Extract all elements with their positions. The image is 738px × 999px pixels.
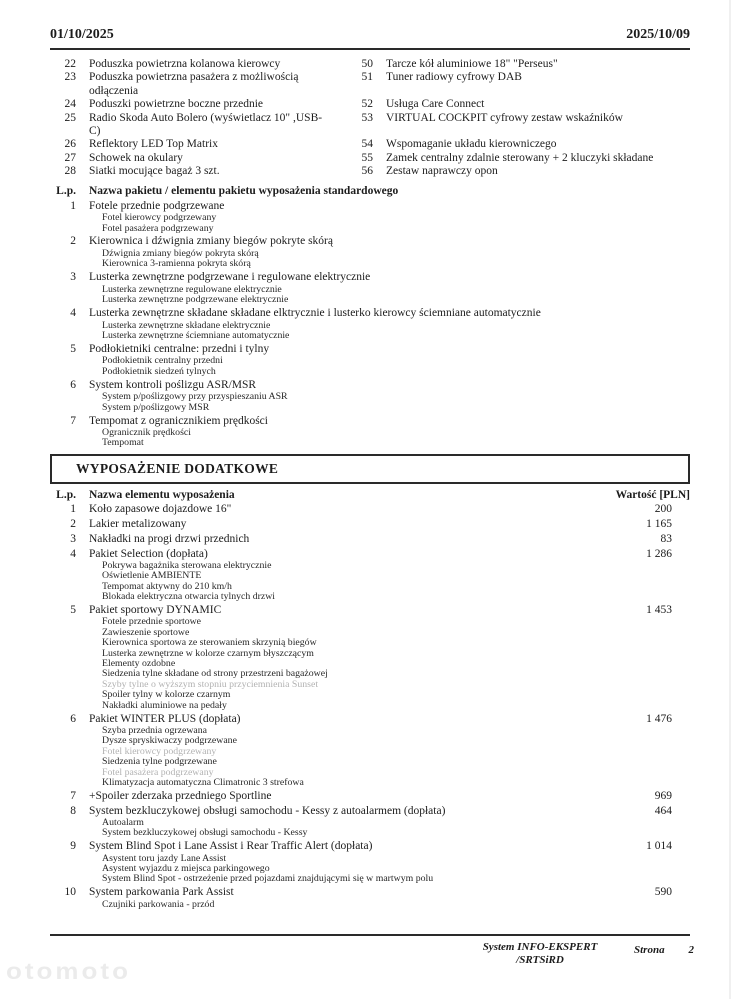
item-subitem: Czujniki parkowania - przód [102,898,215,910]
item-title: Pakiet Selection (dopłata) [89,547,208,560]
equipment-number: 52 [361,98,373,111]
equipment-cell [347,138,690,151]
additional-item [50,790,690,803]
equipment-text: Poduszki powietrzne boczne przednie [89,98,264,111]
item-subitem: Asystent wyjazdu z miejsca parkingowego [102,862,270,874]
item-number: 3 [70,271,76,284]
footer-system-line2: /SRTSiRD [516,954,564,966]
standard-item-main [50,271,690,285]
standard-item [50,271,690,305]
footer-rule [50,934,690,936]
additional-item [50,548,690,603]
equipment-row [50,152,690,165]
item-subitem: Podłokietnik centralny przedni [102,355,223,367]
equipment-number: 23 [64,71,76,84]
item-value: 1 286 [646,547,672,560]
standard-item-main [50,343,690,357]
item-title: System kontroli poślizgu ASR/MSR [89,378,257,391]
equipment-text: Wspomaganie układu kierowniczego [386,138,557,151]
footer-page-number: 2 [688,944,694,956]
item-title: Podłokietniki centralne: przedni i tylny [89,342,270,355]
date-left: 01/10/2025 [50,27,114,42]
additional-item-main [50,713,690,726]
standard-table-header [50,185,690,199]
equipment-text: Tuner radiowy cyfrowy DAB [386,71,522,84]
item-value: 1 476 [646,712,672,725]
equipment-text: Poduszka powietrzna kolanowa kierowcy [89,58,281,70]
additional-header-title: Nazwa elementu wyposażenia [89,488,235,501]
equipment-cell [347,98,690,111]
standard-item-main [50,415,690,429]
equipment-number: 27 [64,151,76,164]
equipment-cell [50,165,347,178]
equipment-row [50,58,690,71]
page-header [0,0,738,43]
item-title: Kierownica i dźwignia zmiany biegów pokryte skórą [89,235,333,248]
standard-item-main [50,379,690,393]
additional-item [50,840,690,885]
item-number: 4 [70,307,76,320]
equipment-number: 53 [361,111,373,124]
standard-items [50,200,690,449]
item-value: 969 [654,789,672,802]
item-value: 464 [654,804,672,817]
standard-header-title: Nazwa pakietu / elementu pakietu wyposażenia standardowego [89,184,399,197]
equipment-row [50,165,690,178]
equipment-cell [50,58,347,71]
equipment-cell [347,71,690,84]
equipment-number: 24 [64,98,76,111]
equipment-number: 25 [64,111,76,124]
standard-equipment-section [0,185,738,449]
equipment-row [50,112,690,139]
item-title: System Blind Spot i Lane Assist i Rear Traffic Alert (dopłata) [89,840,373,853]
standard-item [50,379,690,413]
equipment-number: 26 [64,138,76,151]
equipment-number: 54 [361,138,373,151]
item-subitem: Blokada elektryczna otwarcia tylnych drzwi [102,591,276,603]
item-number: 7 [70,414,76,427]
equipment-cell [50,112,347,139]
item-title: Fotele przednie podgrzewane [89,199,225,212]
footer-page [634,944,694,956]
item-subitem: Fotele przednie sportowe [102,616,202,628]
footer-system-line1: System INFO-EKSPERT [482,941,598,953]
additional-item [50,533,690,546]
item-title: Nakładki na progi drzwi przednich [89,532,250,545]
additional-item [50,604,690,711]
additional-item-main [50,604,690,617]
item-subitem: Fotel kierowcy podgrzewany [102,745,217,757]
item-subitem: Zawieszenie sportowe [102,626,190,638]
item-subitem: Lusterka zewnętrzne regulowane elektrycznie [102,283,282,295]
item-value: 83 [660,532,672,545]
item-subitem: Lusterka zewnętrzne składane elektrycznie [102,319,271,331]
additional-item-main [50,533,690,546]
item-subitem: Kierownica sportowa ze sterowaniem skrzynią biegów [102,637,317,649]
equipment-text: Tarcze kół aluminiowe 18" "Perseus" [386,58,558,70]
equipment-row [50,138,690,151]
item-title: System bezkluczykowej obsługi samochodu - Kessy z autoalarmem (dopłata) [89,804,446,817]
footer-page-label: Strona [634,944,665,956]
item-subitem: Spoiler tylny w kolorze czarnym [102,689,231,701]
item-subitem: Klimatyzacja automatyczna Climatronic 3 strefowa [102,776,304,788]
equipment-cell [347,112,690,125]
item-title: Lusterka zewnętrzne składane składane elktrycznie i lusterko kierowcy ściemniane automatycznie [89,307,541,320]
item-number: 10 [64,886,76,899]
additional-item-main [50,840,690,853]
standard-item [50,200,690,234]
item-subitem: Autoalarm [102,816,144,828]
item-subitem: Lusterka zewnętrzne w kolorze czarnym błyszczącym [102,647,314,659]
equipment-cell [50,152,347,165]
equipment-row [50,98,690,111]
standard-header-lp: L.p. [56,184,76,197]
item-number: 1 [70,503,76,516]
item-subitem: Asystent toru jazdy Lane Assist [102,852,227,864]
item-title: System parkowania Park Assist [89,886,234,899]
equipment-text: Zamek centralny zdalnie sterowany + 2 kluczyki składane [386,151,654,164]
item-title: Pakiet sportowy DYNAMIC [89,604,222,617]
item-number: 2 [70,235,76,248]
item-subitem: Nakładki aluminiowe na pedały [102,699,227,711]
equipment-number: 56 [361,165,373,178]
equipment-text: Schowek na okulary [89,151,183,164]
item-subitem: Lusterka zewnętrzne podgrzewane elektrycznie [102,294,289,306]
item-subitem: System p/poślizgowy przy przyspieszaniu ASR [102,391,288,403]
scan-edge-artifact [729,0,731,999]
watermark: otomoto [6,957,131,985]
standard-item-main [50,235,690,249]
standard-item [50,235,690,269]
standard-item [50,415,690,449]
item-title: Koło zapasowe dojazdowe 16" [89,503,232,516]
equipment-cell [50,98,347,111]
item-subitem: Szyby tylne o wyższym stopniu przyciemnienia Sunset [102,678,319,690]
item-title: +Spoiler zderzaka przedniego Sportline [89,789,272,802]
item-subitem: Oświetlenie AMBIENTE [102,570,202,582]
item-number: 2 [70,518,76,531]
item-subitem: Dźwignia zmiany biegów pokryta skórą [102,247,259,259]
item-subitem: Fotel pasażera podgrzewany [102,766,214,778]
date-right: 2025/10/09 [626,27,690,42]
equipment-cell [50,138,347,151]
item-number: 5 [70,342,76,355]
item-subitem: Tempomat [102,437,144,449]
item-subitem: Kierownica 3-ramienna pokryta skórą [102,258,251,270]
item-number: 9 [70,840,76,853]
standard-item-main [50,200,690,214]
item-subitem: Fotel kierowcy podgrzewany [102,212,217,224]
item-number: 4 [70,547,76,560]
equipment-text: Poduszka powietrzna pasażera z możliwością odłączenia [89,71,299,97]
item-value: 1 014 [646,840,672,853]
equipment-text: Usługa Care Connect [386,98,485,111]
equipment-cell [347,58,690,71]
item-number: 6 [70,712,76,725]
additional-item-main [50,805,690,818]
item-subitem: Fotel pasażera podgrzewany [102,222,214,234]
equipment-cell [347,165,690,178]
additional-header-value: Wartość [PLN] [615,488,690,501]
item-value: 1 165 [646,518,672,531]
additional-item-main [50,790,690,803]
additional-equipment-section [0,488,738,910]
item-subitem: System p/poślizgowy MSR [102,401,210,413]
item-subitem: System bezkluczykowej obsługi samochodu - Kessy [102,827,308,839]
standard-item [50,343,690,377]
additional-items [50,503,690,910]
equipment-number: 50 [361,58,373,70]
item-subitem: Pokrywa bagażnika sterowana elektrycznie [102,560,272,572]
item-title: Pakiet WINTER PLUS (dopłata) [89,712,241,725]
additional-item-main [50,518,690,531]
equipment-number: 55 [361,151,373,164]
additional-section-box-title: WYPOSAŻENIE DODATKOWE [50,454,690,484]
item-number: 8 [70,804,76,817]
item-subitem: Dysze spryskiwaczy podgrzewane [102,735,237,747]
additional-item [50,805,690,839]
equipment-text: Reflektory LED Top Matrix [89,138,218,151]
equipment-text: Zestaw naprawczy opon [386,165,498,178]
item-subitem: Siedzenia tylne składane od strony przestrzeni bagażowej [102,668,328,680]
equipment-row [50,71,690,98]
additional-item-main [50,548,690,561]
item-subitem: Podłokietnik siedzeń tylnych [102,365,216,377]
equipment-cell [347,152,690,165]
item-subitem: System Blind Spot - ostrzeżenie przed pojazdami znajdującymi się w martwym polu [102,873,434,885]
item-subitem: Tempomat aktywny do 210 km/h [102,580,232,592]
item-subitem: Siedzenia tylne podgrzewane [102,756,217,768]
item-number: 7 [70,789,76,802]
item-value: 200 [654,503,672,516]
equipment-number: 22 [64,58,76,70]
equipment-cell [50,71,347,98]
item-title: Tempomat z ogranicznikiem prędkości [89,414,268,427]
footer-system [452,941,628,967]
equipment-number: 28 [64,165,76,178]
additional-item [50,503,690,516]
additional-header-lp: L.p. [56,488,76,501]
item-number: 3 [70,532,76,545]
equipment-number: 51 [361,71,373,84]
equipment-text: Siatki mocujące bagaż 3 szt. [89,165,220,178]
item-title: Lusterka zewnętrzne podgrzewane i regulowane elektrycznie [89,271,371,284]
additional-item [50,713,690,789]
item-subitem: Szyba przednia ogrzewana [102,724,207,736]
item-title: Lakier metalizowany [89,518,187,531]
item-value: 590 [654,886,672,899]
item-subitem: Ogranicznik prędkości [102,427,191,439]
additional-item [50,518,690,531]
equipment-text: VIRTUAL COCKPIT cyfrowy zestaw wskaźników [386,111,623,124]
item-value: 1 453 [646,604,672,617]
item-number: 5 [70,604,76,617]
standard-item-main [50,307,690,321]
additional-item [50,886,690,910]
additional-table-header [50,488,690,502]
item-number: 6 [70,378,76,391]
equipment-text: Radio Skoda Auto Bolero (wyświetlacz 10" ,USB-C) [89,111,323,138]
item-subitem: Elementy ozdobne [102,658,176,670]
equipment-list [0,50,738,179]
item-subitem: Lusterka zewnętrzne ściemniane automatycznie [102,330,290,341]
additional-item-main [50,886,690,899]
additional-item-main [50,503,690,516]
standard-item [50,307,690,341]
item-number: 1 [70,199,76,212]
